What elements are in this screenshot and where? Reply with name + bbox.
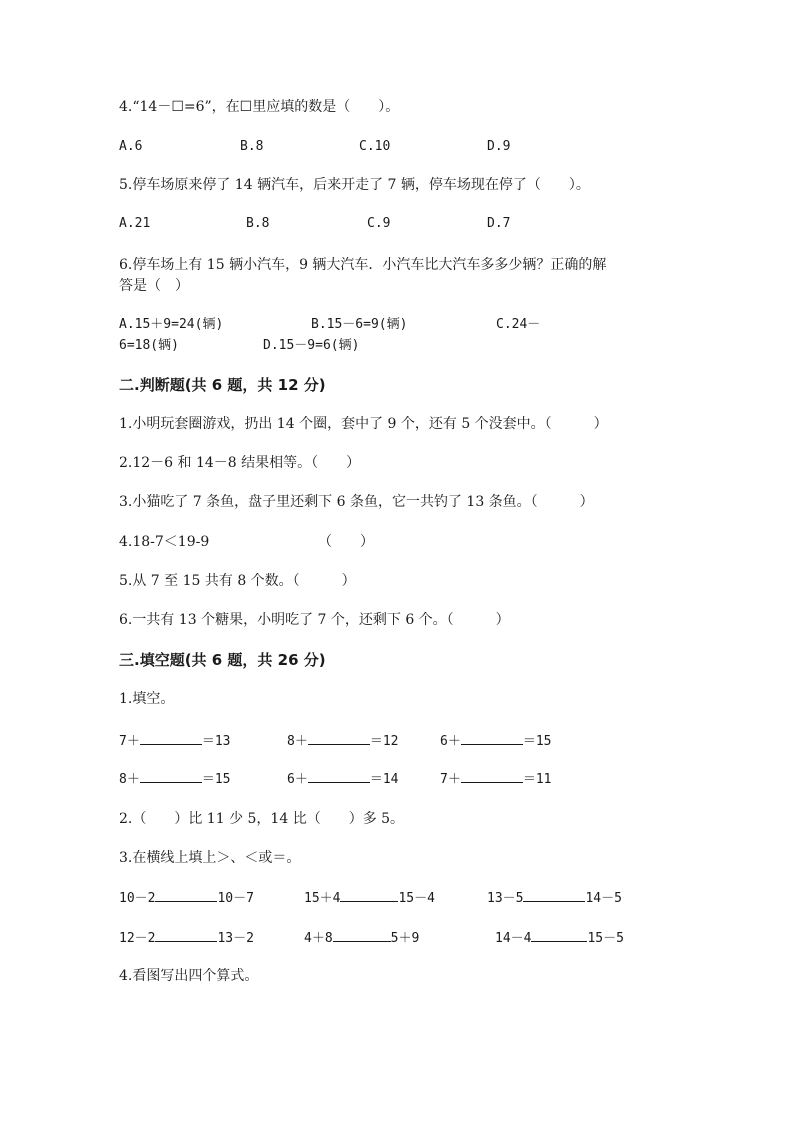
q6-stem-line2: 答是（ ） <box>119 278 189 294</box>
q4-option-d[interactable]: D.9 <box>487 139 511 154</box>
judge-item-5: 5.从 7 至 15 共有 8 个数。（ ） <box>119 573 356 589</box>
q6-option-b[interactable]: B.15－6=9(辆) <box>311 317 408 332</box>
compare-row2-item1 <box>119 927 254 949</box>
fill-q1-row2-item3 <box>440 768 551 790</box>
q4-option-b[interactable]: B.8 <box>240 139 264 154</box>
fill-prefix: 6＋ <box>440 734 461 749</box>
fill-q1-row1-item1 <box>119 730 230 752</box>
fill-prefix: 8＋ <box>287 734 308 749</box>
fill-suffix: ＝14 <box>369 772 399 787</box>
fill-q1-row1-item2 <box>287 730 398 752</box>
compare-left: 15＋4 <box>304 891 341 906</box>
q6-stem-line1: 6.停车场上有 15 辆小汽车，9 辆大汽车．小汽车比大汽车多多少辆？正确的解 <box>119 257 607 273</box>
q5-option-c[interactable]: C.9 <box>367 216 391 231</box>
fill-suffix: ＝15 <box>522 734 552 749</box>
answer-blank[interactable] <box>308 768 370 783</box>
q6-option-c-continued: 6=18(辆) <box>119 338 179 353</box>
compare-left: 13－5 <box>487 891 524 906</box>
answer-blank[interactable] <box>333 927 391 942</box>
answer-blank[interactable] <box>523 887 585 902</box>
compare-right: 15－5 <box>587 931 624 946</box>
fill-prefix: 7＋ <box>119 734 140 749</box>
compare-left: 4＋8 <box>304 931 333 946</box>
fill-q3-title: 3.在横线上填上＞、＜或＝。 <box>119 850 301 866</box>
answer-blank[interactable] <box>531 927 587 942</box>
answer-blank[interactable] <box>140 730 202 745</box>
compare-row1-item1 <box>119 887 254 909</box>
q6-option-d[interactable]: D.15－9=6(辆) <box>263 338 360 353</box>
fill-q4-title: 4.看图写出四个算式。 <box>119 968 259 984</box>
fill-q1-row2-item1 <box>119 768 230 790</box>
fill-prefix: 6＋ <box>287 772 308 787</box>
compare-right: 13－2 <box>217 931 254 946</box>
q6-option-a[interactable]: A.15＋9=24(辆) <box>119 317 224 332</box>
judge-item-3: 3.小猫吃了 7 条鱼，盘子里还剩下 6 条鱼，它一共钓了 13 条鱼。（ ） <box>119 494 594 510</box>
fill-suffix: ＝15 <box>201 772 231 787</box>
answer-blank[interactable] <box>461 768 523 783</box>
answer-blank[interactable] <box>340 887 398 902</box>
q5-stem: 5.停车场原来停了 14 辆汽车，后来开走了 7 辆，停车场现在停了（ ）。 <box>119 177 590 193</box>
compare-right: 5＋9 <box>390 931 420 946</box>
q5-option-d[interactable]: D.7 <box>487 216 511 231</box>
q5-option-b[interactable]: B.8 <box>246 216 270 231</box>
fill-suffix: ＝13 <box>201 734 231 749</box>
compare-row2-item3 <box>495 927 624 949</box>
judge-item-4: 4.18-7＜19-9 <box>119 534 210 550</box>
fill-prefix: 8＋ <box>119 772 140 787</box>
fill-q1-row1-item3 <box>440 730 551 752</box>
answer-blank[interactable] <box>461 730 523 745</box>
answer-blank[interactable] <box>308 730 370 745</box>
compare-right: 14－5 <box>585 891 622 906</box>
compare-row2-item2 <box>304 927 419 949</box>
fill-prefix: 7＋ <box>440 772 461 787</box>
fill-suffix: ＝11 <box>522 772 552 787</box>
compare-row1-item2 <box>304 887 435 909</box>
fill-q1-row2-item2 <box>287 768 398 790</box>
section2-title: 二.判断题(共 6 题，共 12 分) <box>119 376 326 394</box>
q5-option-a[interactable]: A.21 <box>119 216 151 231</box>
compare-right: 10－7 <box>217 891 254 906</box>
judge-item-6: 6.一共有 13 个糖果，小明吃了 7 个，还剩下 6 个。（ ） <box>119 612 510 628</box>
section3-title: 三.填空题(共 6 题，共 26 分) <box>119 651 326 669</box>
fill-q2: 2.（ ）比 11 少 5，14 比（ ）多 5。 <box>119 811 405 827</box>
judge-item-2: 2.12－6 和 14－8 结果相等。（ ） <box>119 455 361 471</box>
q6-option-c[interactable]: C.24－ <box>496 317 541 332</box>
fill-q1-title: 1.填空。 <box>119 691 175 707</box>
judge-item-4-paren: （ ） <box>318 534 374 550</box>
answer-blank[interactable] <box>155 927 217 942</box>
q4-option-c[interactable]: C.10 <box>359 139 391 154</box>
q4-option-a[interactable]: A.6 <box>119 139 143 154</box>
compare-left: 14－4 <box>495 931 532 946</box>
fill-suffix: ＝12 <box>369 734 399 749</box>
compare-left: 10－2 <box>119 891 156 906</box>
compare-right: 15－4 <box>398 891 435 906</box>
answer-blank[interactable] <box>155 887 217 902</box>
answer-blank[interactable] <box>140 768 202 783</box>
compare-row1-item3 <box>487 887 622 909</box>
compare-left: 12－2 <box>119 931 156 946</box>
q4-stem: 4.“14－☐=6”，在☐里应填的数是（ ）。 <box>119 99 400 115</box>
judge-item-1: 1.小明玩套圈游戏，扔出 14 个圈，套中了 9 个，还有 5 个没套中。（ ） <box>119 416 608 432</box>
